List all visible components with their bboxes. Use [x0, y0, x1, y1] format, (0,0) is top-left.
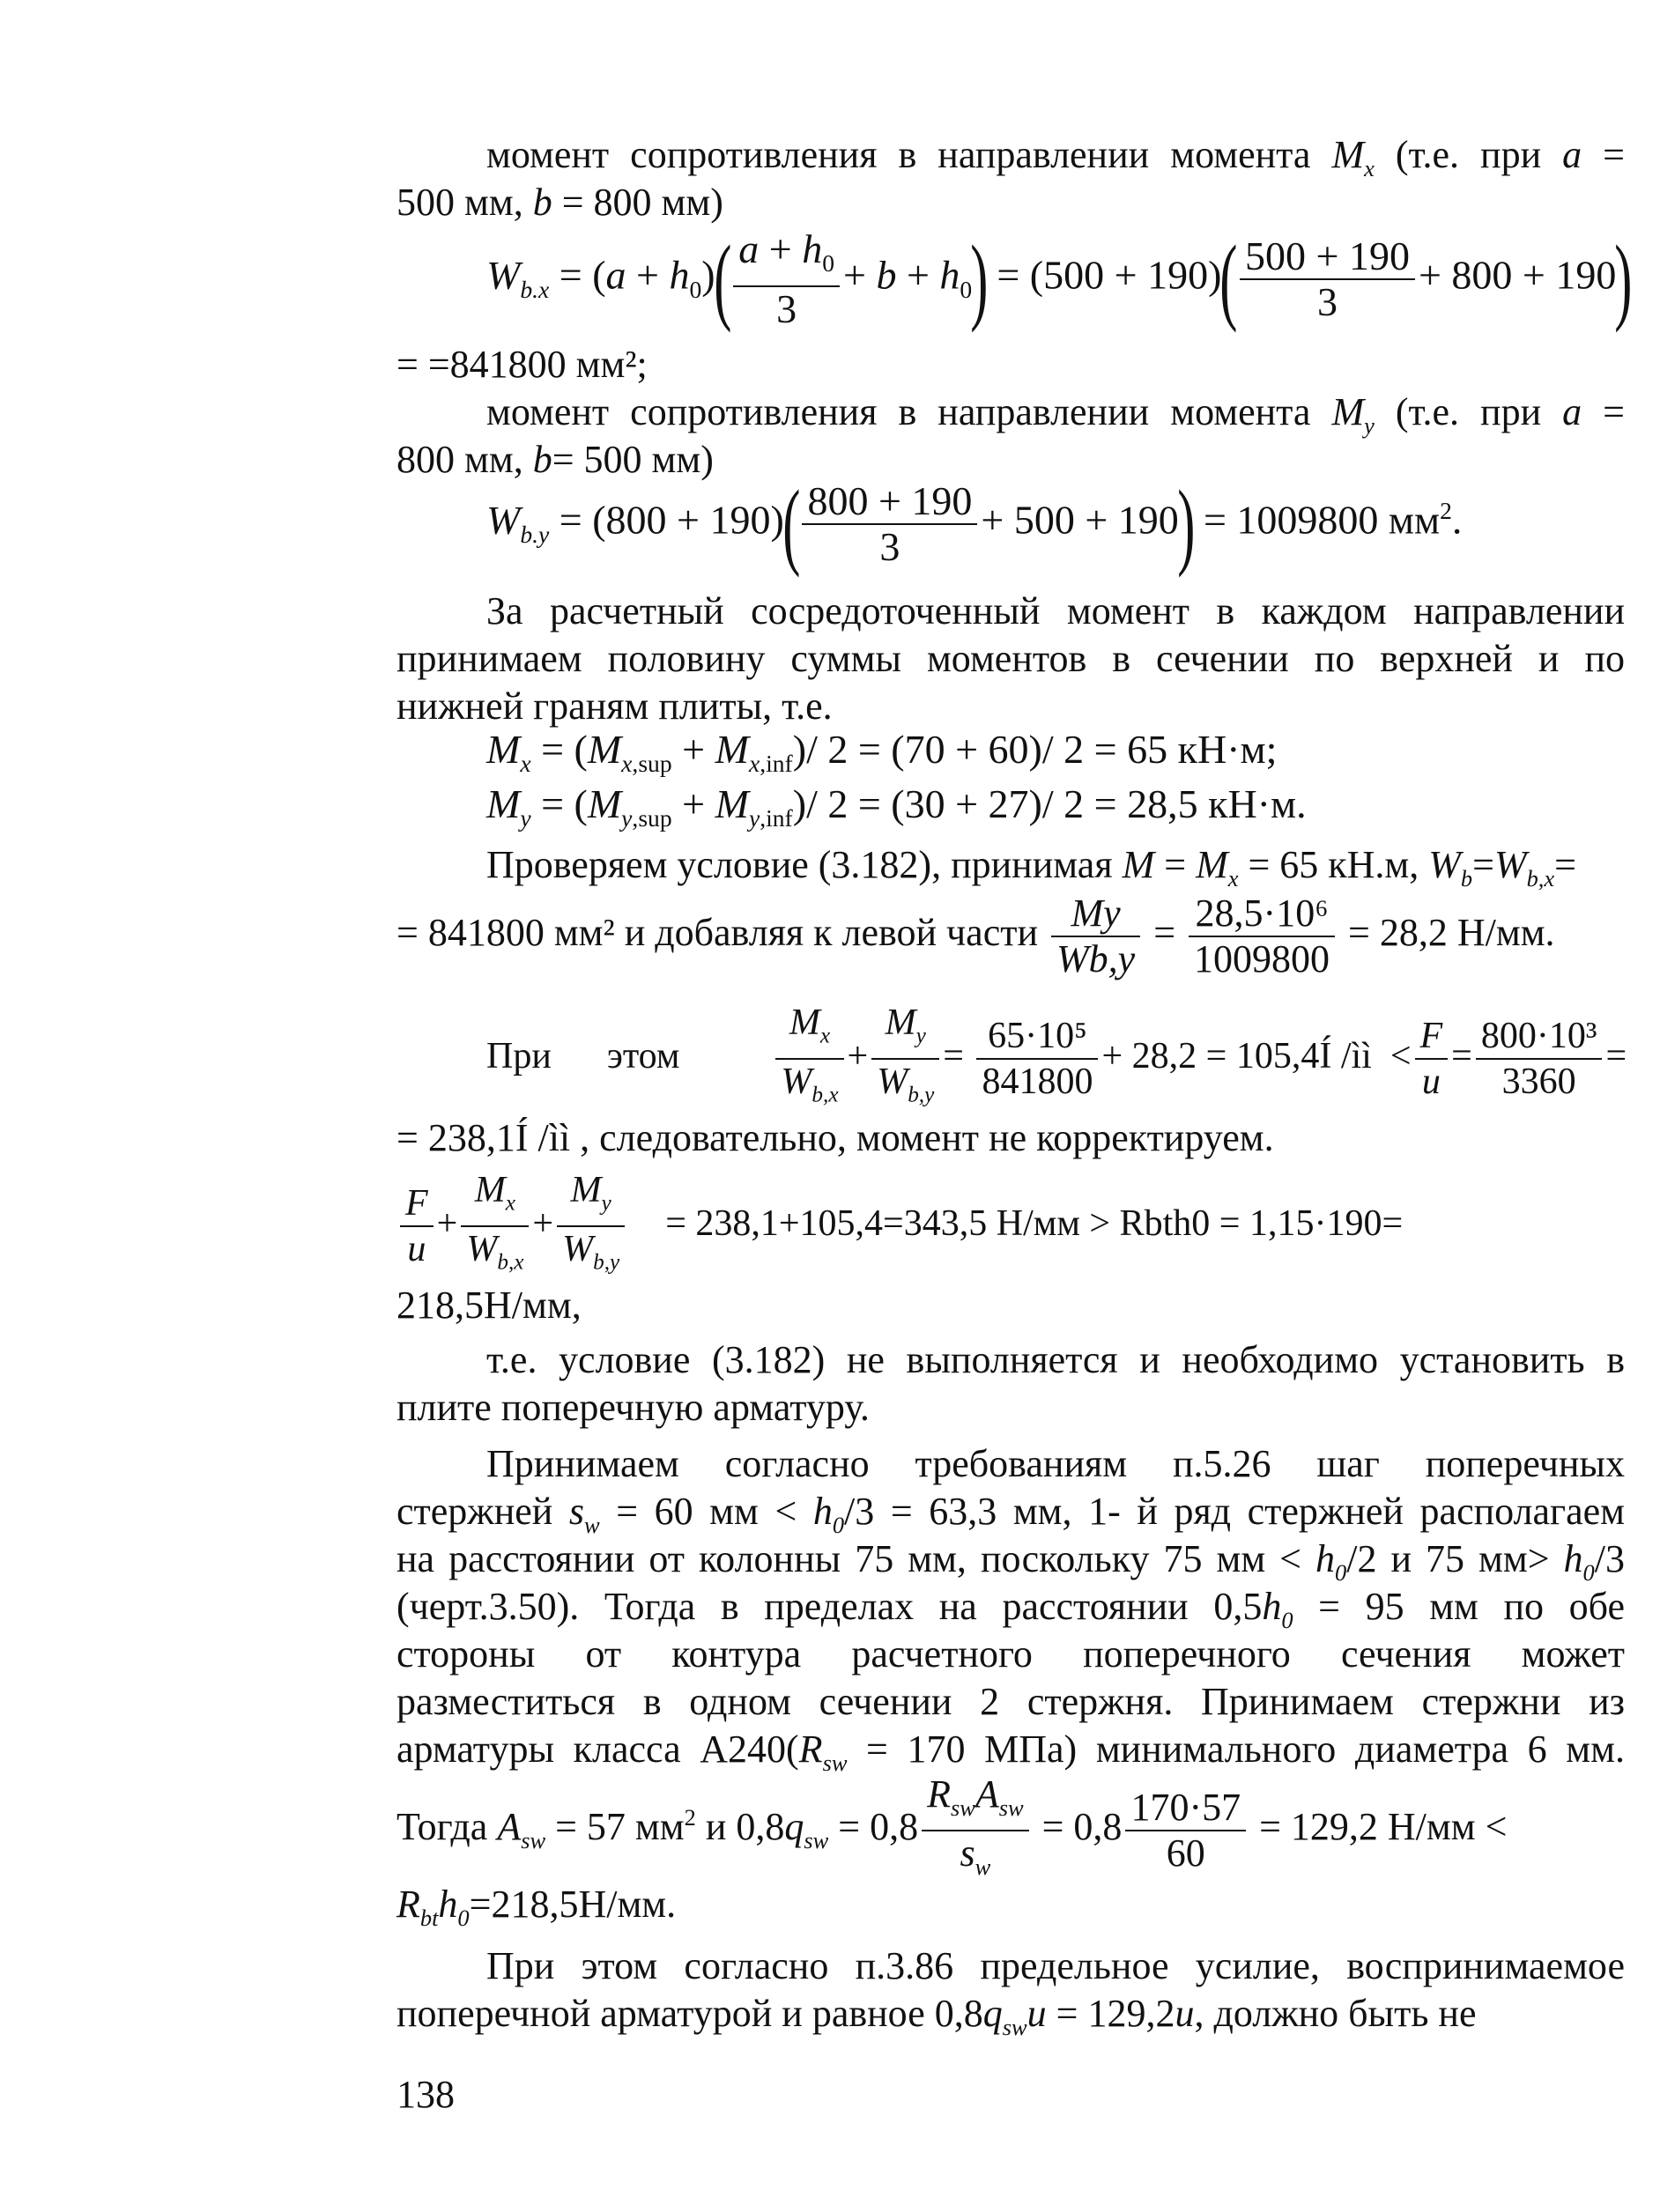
text-line: Проверяем условие (3.182), принимая $M = M_x = 65$ кН.м, $W_b=W_{b,x}=$ — [486, 843, 1576, 891]
text-line: принимаем половину суммы моментов в сечении по верхней и по — [396, 637, 1625, 680]
text-line: т.е. условие (3.182) не выполняется и необходимо установить в — [486, 1338, 1625, 1381]
text-line: $R_{bt}h_0=218,5Н/мм$. — [396, 1883, 677, 1931]
equation-my: $M_y = (M_{y,sup} + M_{y,inf})/$ 2 = (30 + 27)/ 2 = 28,5 кН·м. — [486, 781, 1307, 832]
text-line: 500 мм, b = 800 мм) — [396, 181, 723, 224]
text-line: = 238,1Í /ìì , следовательно, момент не корректируем. — [396, 1116, 1274, 1159]
text-line: разместиться в одном сечении 2 стержня. Принимаем стержни из — [396, 1680, 1625, 1723]
text-line: = =841800 мм²; — [396, 343, 648, 386]
equation-qsw: Тогда $A_{sw} = 57$ $мм^2$ и $0,8q_{sw} = 0,8$ $\frac{R_{sw}A_{sw}}{s_w}$ = 0,8 $\frac{170\cdot 57}{60}$ = 129,2 Н/мм < — [396, 1772, 1508, 1880]
text-line: момент сопротивления в направлении момента $M_y$ (т.е. при a = — [486, 390, 1625, 439]
equation-total: $\frac{F}{u}$ + $\frac{M_x}{W_{b,x}}$ + $\frac{M_y}{W_{b,y}}$ = 238,1+105,4=343,5 Н/мм > Rbth0 = 1,15·190= — [396, 1168, 1403, 1285]
text-line: нижней граням плиты, т.е. — [396, 684, 833, 728]
text-line: арматуры класса $А240(R_{sw} = 170$ МПа) минимального диаметра 6 мм. — [396, 1727, 1625, 1776]
text-line: 800 мм, b= 500 мм) — [396, 438, 714, 481]
text-line: При этом согласно п.3.86 предельное усилие, воспринимаемое — [486, 1944, 1625, 1987]
text-line: (черт.3.50). Тогда в пределах на расстоянии $0,5h_0 = 95$ мм по обе — [396, 1585, 1625, 1633]
equation-wbx: $W_{b.x} = (a + h_0)$( $\frac{a + h_0}{3}$ + $b + h_0) = (500 + 190)$( $\frac{500 + 190}{3}$ + 800 + 190) — [486, 226, 1633, 334]
text-line: За расчетный сосредоточенный момент в каждом направлении — [486, 589, 1625, 633]
equation-wby: $W_{b.y} = (800 + 190)$( $\frac{800 + 190}{3}$ + 500 + 190) = 1009800 $мм^2$. — [486, 470, 1463, 578]
text-line: плите поперечную арматуру. — [396, 1386, 870, 1429]
text-line: 218,5Н/мм, — [396, 1284, 582, 1327]
text-line: на расстоянии от колонны 75 мм, поскольку 75 мм < $h_0/2$ и 75 $мм> h_0/3$ — [396, 1537, 1625, 1586]
page-number: 138 — [396, 2073, 455, 2116]
equation-sum: При этом $\frac{M_x}{W_{b,x}}$ + $\frac{M_y}{W_{b,y}}$ = $\frac{\text{65·10⁵}}{841800}$ + 28,2 = 105,4Í /ìì < $\frac{F}{u}$ = $\frac{\text{800·10³}}{3360}$ = — [486, 1002, 1627, 1107]
text-line: Принимаем согласно требованиям п.5.26 шаг поперечных — [486, 1442, 1625, 1485]
text-line: стороны от контура расчетного поперечного сечения может — [396, 1632, 1625, 1676]
text-line: стержней $s_w = 60$ мм < $h_0/3 = 63,3$ мм, 1- й ряд стержней располагаем — [396, 1490, 1625, 1538]
text-line: поперечной арматурой и равное $0,8q_{sw}u = 129,2u$, должно быть не — [396, 1992, 1477, 2040]
text-line: момент сопротивления в направлении момента $M_x$ (т.е. при a = — [486, 133, 1625, 181]
equation-check: = 841800 мм² и добавляя к левой части $\frac{My}{Wb,y}$ = $\frac{\text{28,5·10⁶}}{1009800}$ = 28,2 Н/мм. — [396, 891, 1555, 980]
equation-mx: $M_x = (M_{x,sup} + M_{x,inf})/$ 2 = (70 + 60)/ 2 = 65 кН·м; — [486, 727, 1278, 778]
